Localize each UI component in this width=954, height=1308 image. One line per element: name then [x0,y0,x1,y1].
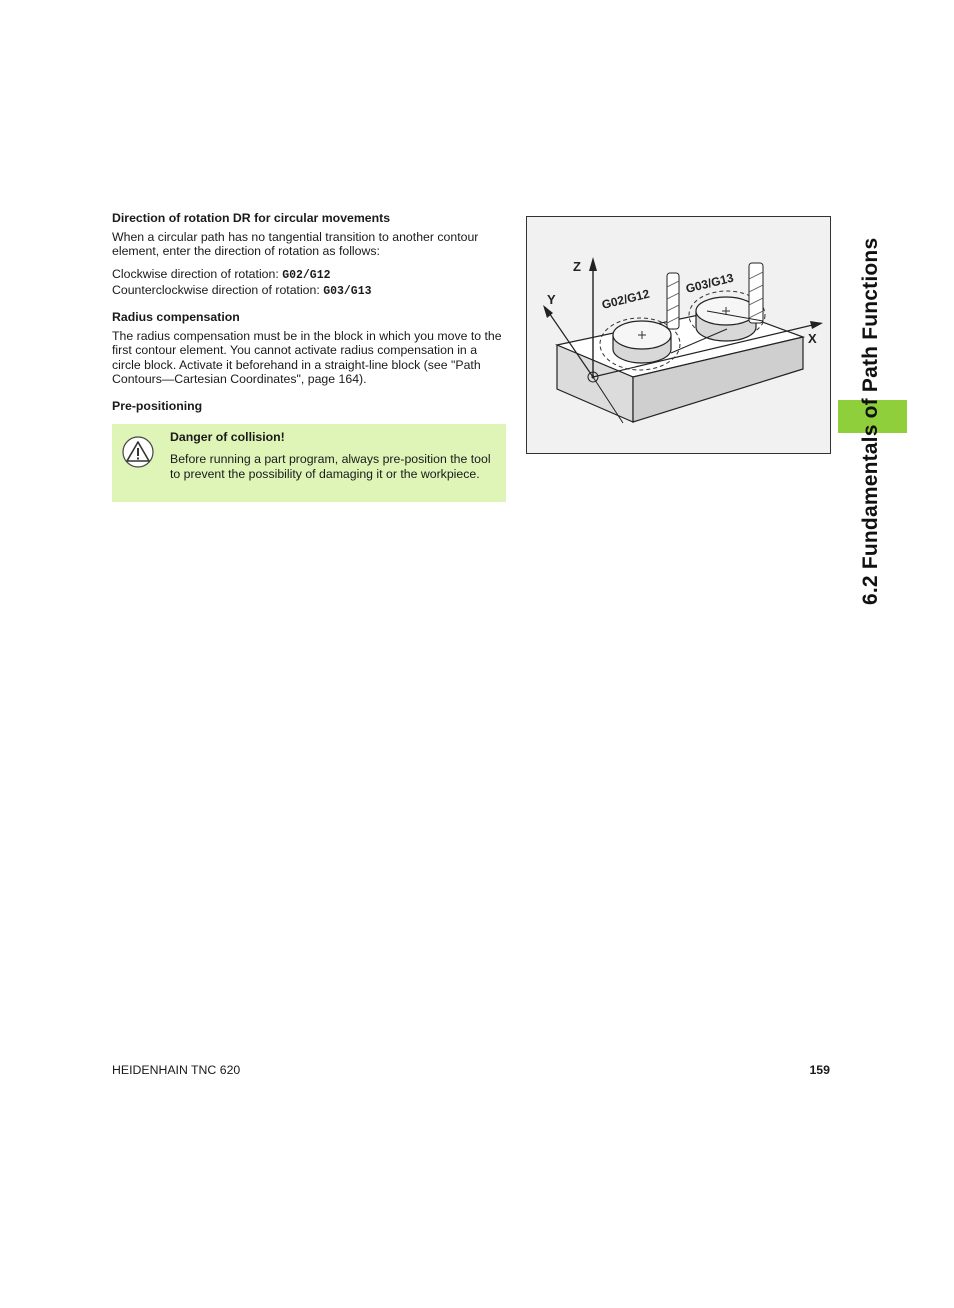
axis-y-label: Y [547,292,556,307]
axis-z-label: Z [573,259,581,274]
warning-triangle-icon [122,436,154,468]
rotation-list [112,267,506,300]
heading-direction-of-rotation: Direction of rotation DR for circular movements [112,211,391,225]
heading-pre-positioning: Pre-positioning [112,398,203,413]
warning-title: Danger of collision! [170,429,285,444]
footer-product: HEIDENHAIN TNC 620 [112,1063,241,1077]
circular-path-figure [526,216,831,454]
cw-label: Clockwise direction of rotation: [112,266,283,281]
label-cw: G02/G12 [600,286,651,312]
label-ccw: G03/G13 [684,270,735,296]
main-column [112,211,506,502]
footer-page-number: 159 [809,1063,830,1077]
direction-intro-text: When a circular path has no tangential transition to another contour element, enter the direction of rotation as follows: [112,229,479,259]
ccw-label: Counterclockwise direction of rotation: [112,283,324,298]
radius-compensation-text: The radius compensation must be in the block in which you move to the first contour element. You cannot activate radius compensation in a circle block. Activate it beforehand in a straight-line block (see "Path Contours—Cartesian Coordinates", page 164). [112,328,502,387]
warning-text: Before running a part program, always pre-position the tool to prevent the possibility of damaging it or the workpiece. [170,452,491,481]
heading-radius-compensation: Radius compensation [112,309,240,324]
chapter-side-title: 6.2 Fundamentals of Path Functions [859,237,882,605]
cw-code: G02/G12 [282,268,331,282]
axis-x-label: X [808,331,817,346]
ccw-code: G03/G13 [323,285,372,299]
circular-path-illustration [527,217,830,453]
warning-box [112,424,506,502]
